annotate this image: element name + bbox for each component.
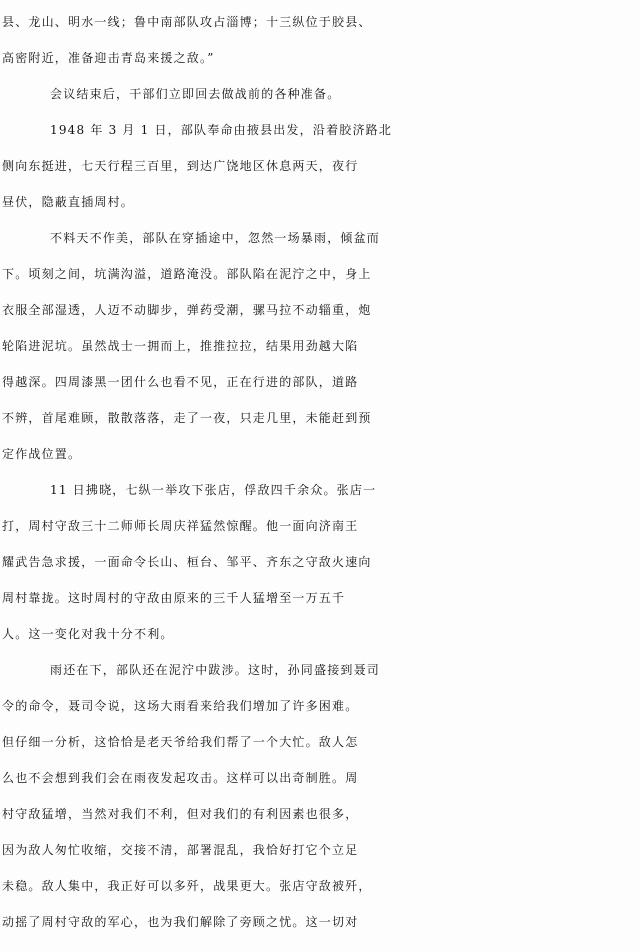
text-line: 得越深。四周漆黑一团什么也看不见，正在行进的部队，道路 xyxy=(2,375,359,389)
text-line: 下。顷刻之间，坑满沟溢，道路淹没。部队陷在泥泞之中，身上 xyxy=(2,267,372,281)
text-line: 衣服全部湿透，人迈不动脚步，弹药受潮，骡马拉不动辎重，炮 xyxy=(2,303,372,317)
text-line: 令的命令，聂司令说，这场大雨看来给我们增加了许多困难。 xyxy=(2,699,359,713)
text-line: 耀武告急求援，一面命令长山、桓台、邹平、齐东之守敌火速向 xyxy=(2,555,372,569)
text-line: 未稳。敌人集中，我正好可以多歼，战果更大。张店守敌被歼， xyxy=(2,879,372,893)
text-line: 侧向东挺进，七天行程三百里，到达广饶地区休息两天，夜行 xyxy=(2,159,359,173)
text-line: 县、龙山、明水一线；鲁中南部队攻占淄博；十三纵位于胶县、 xyxy=(2,15,372,29)
paragraph-start-line: 11 日拂晓，七纵一举攻下张店，俘敌四千余众。张店一 xyxy=(50,483,377,497)
text-line: 高密附近，准备迎击青岛来援之敌。” xyxy=(2,51,215,65)
text-line: 昼伏，隐蔽直插周村。 xyxy=(2,195,135,209)
text-line: 不辨，首尾难顾，散散落落，走了一夜，只走几里，未能赶到预 xyxy=(2,411,372,425)
text-line: 但仔细一分析，这恰恰是老天爷给我们帮了一个大忙。敌人怎 xyxy=(2,735,359,749)
paragraph-start-line: 会议结束后，干部们立即回去做战前的各种准备。 xyxy=(50,87,341,101)
paragraph-start-line: 雨还在下，部队还在泥泞中跋涉。这时，孙同盛接到聂司 xyxy=(50,663,381,677)
text-line: 定作战位置。 xyxy=(2,447,82,461)
text-line: 么也不会想到我们会在雨夜发起攻击。这样可以出奇制胜。周 xyxy=(2,771,359,785)
text-line: 动摇了周村守敌的军心，也为我们解除了旁顾之忧。这一切对 xyxy=(2,915,359,929)
text-line: 周村靠拢。这时周村的守敌由原来的三千人猛增至一万五千 xyxy=(2,591,346,605)
text-line: 打，周村守敌三十二师师长周庆祥猛然惊醒。他一面向济南王 xyxy=(2,519,359,533)
paragraph-start-line: 不料天不作美，部队在穿插途中，忽然一场暴雨，倾盆而 xyxy=(50,231,381,245)
text-line: 人。这一变化对我十分不利。 xyxy=(2,627,174,641)
text-line: 轮陷进泥坑。虽然战士一拥而上，推推拉拉，结果用劲越大陷 xyxy=(2,339,359,353)
text-line: 村守敌猛增，当然对我们不利，但对我们的有利因素也很多， xyxy=(2,807,359,821)
paragraph-start-line: 1948 年 3 月 1 日，部队奉命由掖县出发，沿着胶济路北 xyxy=(50,123,393,137)
text-line: 因为敌人匆忙收缩，交接不清，部署混乱，我恰好打它个立足 xyxy=(2,843,359,857)
